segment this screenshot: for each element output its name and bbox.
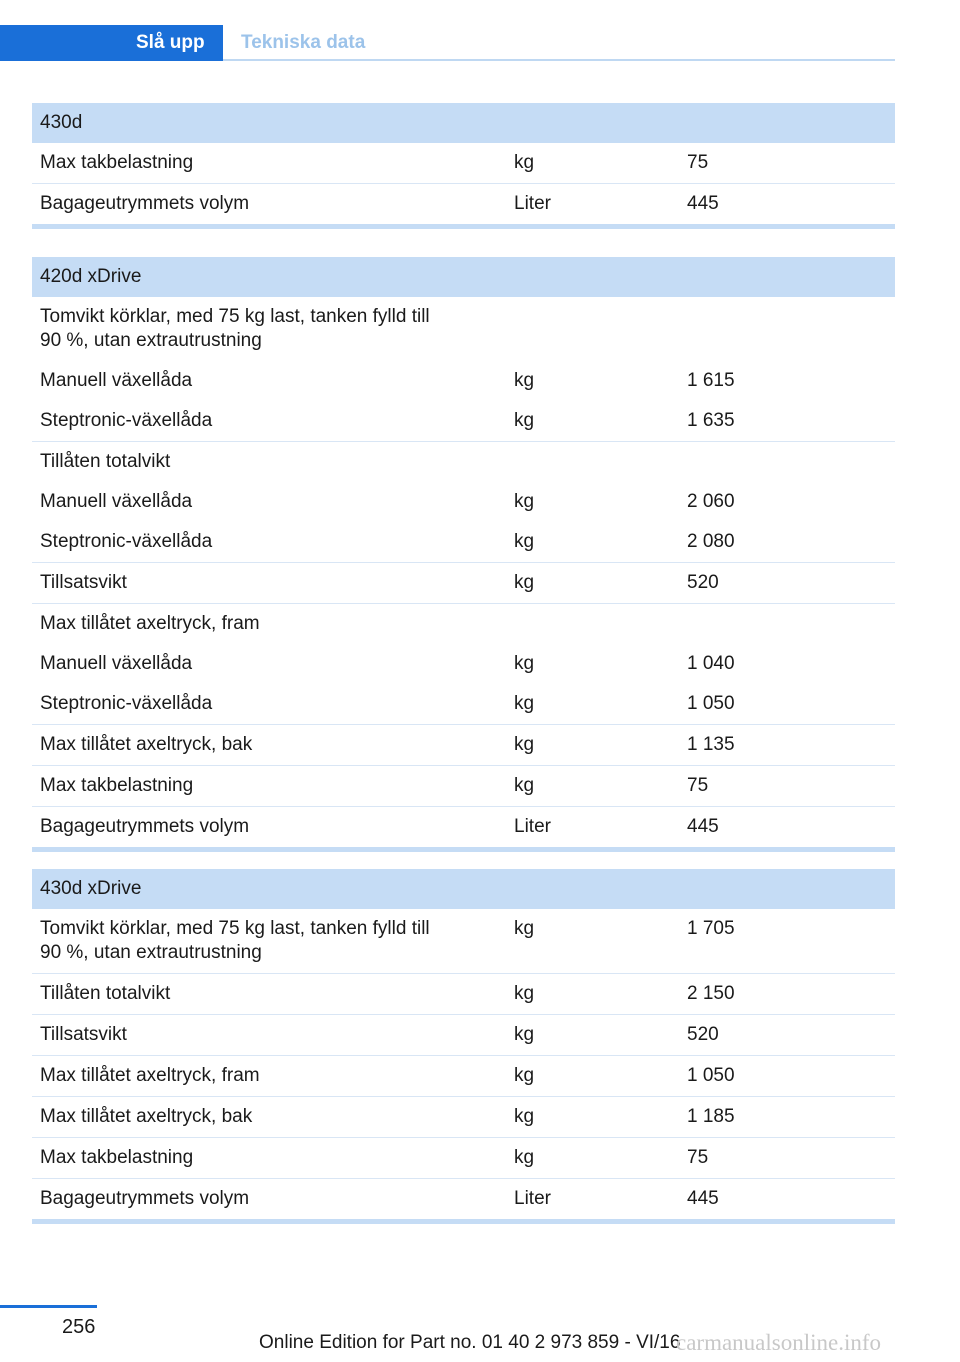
row-value: 75 bbox=[679, 143, 895, 184]
row-value: 1 635 bbox=[679, 401, 895, 442]
row-value: 520 bbox=[679, 1015, 895, 1056]
table-row bbox=[32, 401, 895, 442]
row-value bbox=[679, 442, 895, 483]
row-value: 1 615 bbox=[687, 370, 735, 391]
row-unit: kg bbox=[514, 491, 535, 512]
table-row bbox=[32, 1138, 895, 1179]
row-value: 75 bbox=[679, 1138, 895, 1179]
row-value: 75 bbox=[679, 766, 895, 807]
row-label: Tillåten totalvikt bbox=[40, 451, 171, 472]
row-unit: kg bbox=[514, 370, 535, 391]
row-unit bbox=[506, 297, 679, 361]
row-label: Steptronic-växellåda bbox=[32, 684, 506, 725]
table-row bbox=[32, 442, 895, 483]
table-row bbox=[32, 644, 895, 684]
row-value: 445 bbox=[679, 1179, 895, 1222]
table-row bbox=[32, 766, 895, 807]
row-unit: kg bbox=[506, 1138, 679, 1179]
table-row bbox=[32, 909, 895, 974]
table-row bbox=[32, 143, 895, 184]
row-label: Max tillåtet axeltryck, bak bbox=[32, 725, 506, 766]
row-unit: kg bbox=[506, 563, 679, 604]
row-value: 1 135 bbox=[679, 725, 895, 766]
row-unit bbox=[506, 604, 679, 645]
row-label: Tillsatsvikt bbox=[32, 1015, 506, 1056]
row-unit: Liter bbox=[506, 184, 679, 227]
row-unit: kg bbox=[506, 1015, 679, 1056]
row-unit: kg bbox=[506, 522, 679, 563]
row-label: Manuell växellåda bbox=[40, 653, 193, 674]
footer-accent-line bbox=[0, 1305, 97, 1308]
table-header bbox=[32, 257, 895, 297]
row-value: 1 705 bbox=[679, 909, 895, 974]
table-row bbox=[32, 1056, 895, 1097]
table-row bbox=[32, 522, 895, 563]
table-title: 430d bbox=[32, 103, 895, 143]
row-unit: kg bbox=[506, 766, 679, 807]
table-row bbox=[32, 684, 895, 725]
spec-table-420d-xdrive bbox=[32, 257, 895, 852]
row-value: 2 150 bbox=[679, 974, 895, 1015]
row-value: 1 040 bbox=[687, 653, 735, 674]
row-value: 1 050 bbox=[679, 684, 895, 725]
row-unit: kg bbox=[506, 684, 679, 725]
edition-text: Online Edition for Part no. 01 40 2 973 859 - VI/16 bbox=[259, 1332, 681, 1353]
table-row bbox=[32, 563, 895, 604]
tab-sla-upp[interactable]: Slå upp bbox=[0, 25, 223, 61]
row-label: Max tillåtet axeltryck, fram bbox=[32, 1056, 506, 1097]
watermark: carmanualsonline.info bbox=[676, 1330, 882, 1355]
table-row bbox=[32, 184, 895, 227]
spec-table-430d bbox=[32, 103, 895, 229]
row-label: Bagageutrymmets volym bbox=[32, 1179, 506, 1222]
row-unit: Liter bbox=[506, 807, 679, 850]
spec-table-430d-xdrive bbox=[32, 869, 895, 1224]
row-value: 445 bbox=[679, 807, 895, 850]
table-row bbox=[32, 297, 895, 361]
row-unit bbox=[506, 442, 679, 483]
page-number: 256 bbox=[62, 1316, 96, 1338]
table-row bbox=[32, 725, 895, 766]
row-value: 2 060 bbox=[687, 491, 735, 512]
table-row bbox=[32, 604, 895, 645]
table-title: 430d xDrive bbox=[32, 869, 895, 909]
page-header bbox=[0, 25, 895, 61]
table-row bbox=[32, 974, 895, 1015]
row-label: Max tillåtet axeltryck, fram bbox=[40, 613, 260, 634]
table-header bbox=[32, 869, 895, 909]
table-header bbox=[32, 103, 895, 143]
row-value bbox=[679, 604, 895, 645]
row-label: Tillåten totalvikt bbox=[32, 974, 506, 1015]
table-title: 420d xDrive bbox=[32, 257, 895, 297]
table-row bbox=[32, 807, 895, 850]
table-row bbox=[32, 482, 895, 522]
table-row bbox=[32, 1179, 895, 1222]
row-value: 1 050 bbox=[679, 1056, 895, 1097]
row-label: Tomvikt körklar, med 75 kg last, tanken fylld till 90 %, utan extrautrustning bbox=[40, 306, 430, 351]
row-unit: kg bbox=[506, 1056, 679, 1097]
table-row bbox=[32, 1097, 895, 1138]
row-unit: kg bbox=[506, 401, 679, 442]
row-label: Steptronic-växellåda bbox=[32, 522, 506, 563]
row-label: Steptronic-växellåda bbox=[32, 401, 506, 442]
row-label: Manuell växellåda bbox=[40, 491, 193, 512]
row-value: 2 080 bbox=[679, 522, 895, 563]
row-unit: kg bbox=[506, 143, 679, 184]
row-unit: kg bbox=[506, 909, 679, 974]
row-label: Max takbelastning bbox=[32, 143, 506, 184]
row-label: Max takbelastning bbox=[32, 1138, 506, 1179]
row-value: 1 185 bbox=[679, 1097, 895, 1138]
tab-tekniska-data[interactable]: Tekniska data bbox=[241, 32, 366, 53]
row-label: Bagageutrymmets volym bbox=[32, 807, 506, 850]
row-label: Tomvikt körklar, med 75 kg last, tanken fylld till 90 %, utan extrautrustning bbox=[32, 909, 506, 974]
row-value bbox=[679, 297, 895, 361]
row-label: Max takbelastning bbox=[32, 766, 506, 807]
row-value: 445 bbox=[679, 184, 895, 227]
row-unit: kg bbox=[506, 974, 679, 1015]
row-label: Tillsatsvikt bbox=[32, 563, 506, 604]
row-unit: kg bbox=[506, 725, 679, 766]
row-unit: kg bbox=[514, 653, 535, 674]
row-unit: kg bbox=[506, 1097, 679, 1138]
table-row bbox=[32, 1015, 895, 1056]
table-row bbox=[32, 361, 895, 401]
row-label: Max tillåtet axeltryck, bak bbox=[32, 1097, 506, 1138]
row-value: 520 bbox=[679, 563, 895, 604]
row-label: Manuell växellåda bbox=[40, 370, 193, 391]
row-label: Bagageutrymmets volym bbox=[32, 184, 506, 227]
row-unit: Liter bbox=[506, 1179, 679, 1222]
